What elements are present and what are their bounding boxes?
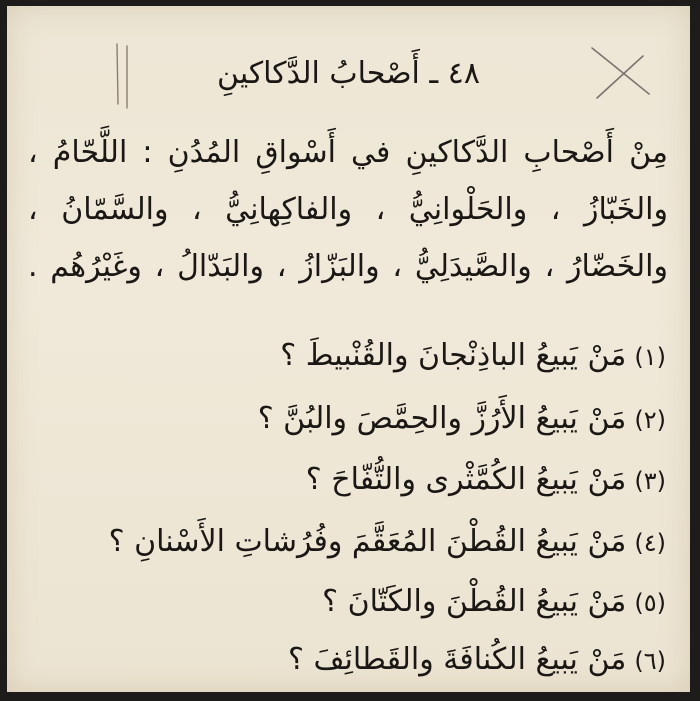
document-page [7, 6, 690, 692]
question-number: (٢) [634, 406, 666, 434]
question-item [36, 391, 666, 448]
question-item [36, 514, 666, 571]
intro-paragraph: مِنْ أَصْحابِ الدَّكاكينِ في أَسْواقِ المُدُنِ : اللَّحّامُ ، والخَبّازُ ، والحَلْوانِيُّ ، والفاكِهانِيُّ ، والسَّمّانُ ، والخَضّارُ ، والصَّيدَلِيُّ ، والبَزّازُ ، والبَدّالُ ، وغَيْرُهُم . [28, 135, 668, 284]
question-text: مَنْ يَبيعُ الأَرُزَّ والحِمَّصَ والبُنَّ ؟ [257, 401, 627, 436]
question-item [36, 574, 666, 631]
question-item [36, 632, 666, 689]
question-text: مَنْ يَبيعُ القُطْنَ المُعَقَّمَ وفُرُشاتِ الأَسْنانِ ؟ [108, 524, 627, 559]
question-text: مَنْ يَبيعُ الكُنافَةَ والقَطائِفَ ؟ [288, 642, 627, 677]
question-item [36, 328, 666, 385]
page-text [7, 6, 690, 692]
question-number: (٣) [634, 467, 666, 495]
question-number: (٥) [634, 589, 666, 617]
question-text: مَنْ يَبيعُ القُطْنَ والكَتّانَ ؟ [322, 584, 627, 619]
question-number: (٤) [634, 529, 666, 557]
question-text: مَنْ يَبيعُ الكُمَّثْرى والتُّفّاحَ ؟ [305, 462, 627, 497]
question-number: (١) [634, 343, 666, 371]
lesson-title: ٤٨ ـ أَصْحابُ الدَّكاكينِ [216, 56, 480, 91]
question-number: (٦) [634, 647, 666, 675]
question-item [36, 452, 666, 509]
question-text: مَنْ يَبيعُ الباذِنْجانَ والقُنْبيطَ ؟ [280, 338, 627, 373]
